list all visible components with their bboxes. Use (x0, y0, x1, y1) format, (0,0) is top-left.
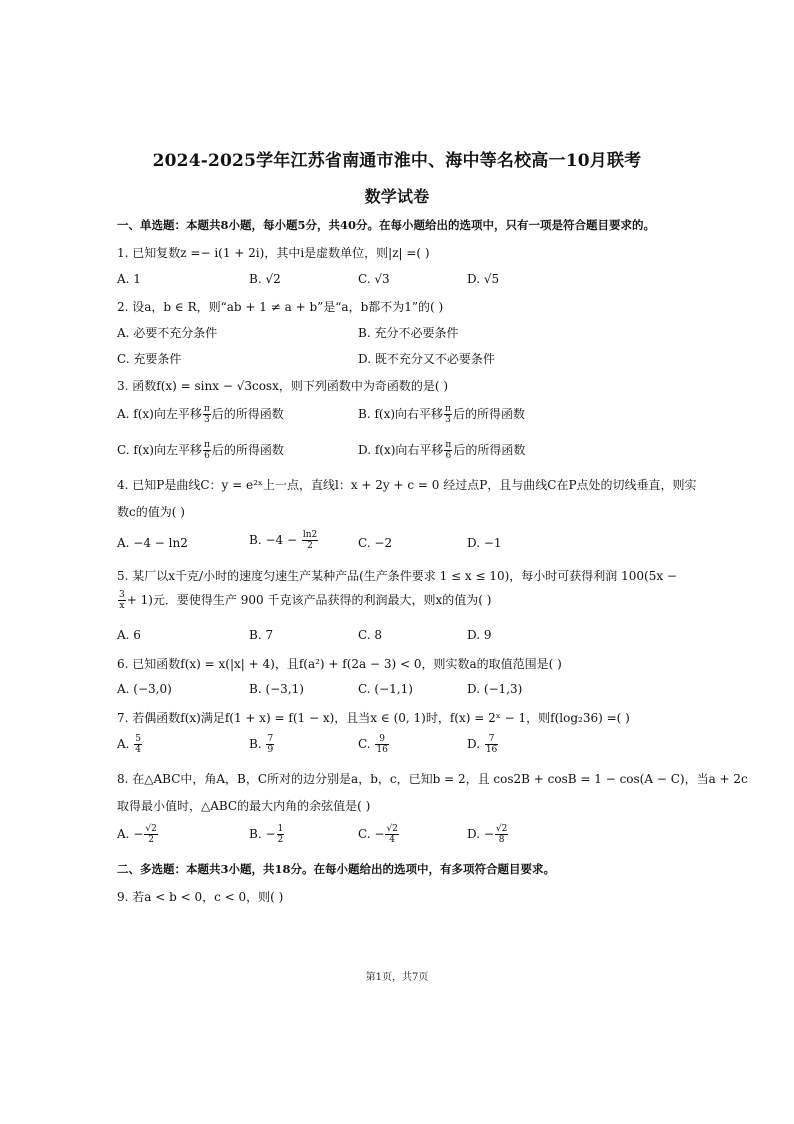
question-2-option-a: A. 必要不充分条件 (117, 326, 218, 340)
question-1-option-b: B. √2 (249, 272, 281, 286)
question-2-option-d: D. 既不充分又不必要条件 (358, 352, 495, 366)
question-5-stem-line-2: $\frac{3}{x}$ + 1)元．要使得生产 900 千克该产品获得的利润最大，则x的值为( ) (119, 590, 492, 611)
question-7-option-a: A. $\frac{5}{4}$ (117, 734, 142, 755)
section-2-heading: 二、多选题：本题共3小题，共18分。在每小题给出的选项中，有多项符合题目要求。 (117, 862, 556, 876)
question-5-stem-line-1: 5. 某厂以x千克/小时的速度匀速生产某种产品(生产条件要求 1 ≤ x ≤ 10)，每小时可获得利润 100(5x − (117, 569, 677, 583)
section-1-heading: 一、单选题：本题共8小题，每小题5分，共40分。在每小题给出的选项中，只有一项是符合题目要求的。 (117, 218, 656, 232)
question-7-option-b: B. $\frac{7}{9}$ (249, 734, 274, 755)
question-6-option-b: B. (−3,1) (249, 682, 304, 696)
question-4-option-a: A. −4 − ln2 (117, 536, 188, 550)
question-8-option-c: C. − $\frac{√2}{4}$ (358, 824, 398, 845)
question-4-option-c: C. −2 (358, 536, 393, 550)
question-1-option-d: D. √5 (467, 272, 500, 286)
question-2-option-b: B. 充分不必要条件 (358, 326, 459, 340)
question-4-stem-line-1: 4. 已知P是曲线C：y = e²ˣ上一点，直线l：x + 2y + c = 0 经过点P，且与曲线C在P点处的切线垂直，则实 (117, 478, 697, 492)
question-8-option-a: A. − $\frac{√2}{2}$ (117, 824, 157, 845)
question-4-option-d: D. −1 (467, 536, 502, 550)
question-5-option-b: B. 7 (249, 628, 274, 642)
question-3-option-c: C. f(x)向左平移 $\frac{\pi}{6}$ 后的所得函数 (117, 440, 284, 461)
question-6-option-d: D. (−1,3) (467, 682, 523, 696)
question-1-stem: 1. 已知复数z =− i(1 + 2i)，其中i是虚数单位，则|z| =( ) (117, 246, 430, 260)
question-8-option-b: B. − $\frac{1}{2}$ (249, 824, 284, 845)
question-7-option-d: D. $\frac{7}{16}$ (467, 734, 498, 755)
question-3-option-b: B. f(x)向右平移 $\frac{\pi}{3}$ 后的所得函数 (358, 404, 525, 425)
question-5-option-c: C. 8 (358, 628, 383, 642)
question-2-option-c: C. 充要条件 (117, 352, 182, 366)
question-6-stem: 6. 已知函数f(x) = x(|x| + 4)，且f(a²) + f(2a − 3) < 0，则实数a的取值范围是( ) (117, 657, 562, 671)
question-7-option-c: C. $\frac{9}{16}$ (358, 734, 388, 755)
question-8-stem-line-1: 8. 在△ABC中，角A，B，C所对的边分别是a，b，c，已知b = 2，且 cos2B + cosB = 1 − cos(A − C)，当a + 2c (117, 772, 748, 786)
question-5-option-a: A. 6 (117, 628, 141, 642)
question-9-stem: 9. 若a < b < 0，c < 0，则( ) (117, 890, 284, 904)
question-3-stem: 3. 函数f(x) = sinx − √3cosx，则下列函数中为奇函数的是( ) (117, 379, 449, 393)
question-7-stem: 7. 若偶函数f(x)满足f(1 + x) = f(1 − x)，且当x ∈ (0, 1)时，f(x) = 2ˣ − 1，则f(log₂36) =( ) (117, 711, 630, 725)
exam-title: 2024-2025学年江苏省南通市淮中、海中等名校高一10月联考 (152, 151, 642, 171)
question-8-stem-line-2: 取得最小值时，△ABC的最大内角的余弦值是( ) (117, 799, 371, 813)
question-3-option-a: A. f(x)向左平移 $\frac{\pi}{3}$ 后的所得函数 (117, 404, 284, 425)
exam-subtitle: 数学试卷 (364, 187, 430, 206)
question-2-stem: 2. 设a，b ∈ R，则“ab + 1 ≠ a + b”是“a，b都不为1”的( ) (117, 300, 444, 314)
question-1-option-a: A. 1 (117, 272, 141, 286)
question-6-option-a: A. (−3,0) (117, 682, 172, 696)
question-6-option-c: C. (−1,1) (358, 682, 413, 696)
question-8-option-d: D. − $\frac{√2}{8}$ (467, 824, 508, 845)
question-3-option-d: D. f(x)向右平移 $\frac{\pi}{6}$ 后的所得函数 (358, 440, 526, 461)
question-1-option-c: C. √3 (358, 272, 390, 286)
page-footer: 第1页，共7页 (365, 972, 429, 983)
question-4-stem-line-2: 数c的值为( ) (117, 505, 185, 519)
question-4-option-b: B. −4 − $\frac{\ln 2}{2}$ (249, 530, 318, 551)
question-5-option-d: D. 9 (467, 628, 492, 642)
